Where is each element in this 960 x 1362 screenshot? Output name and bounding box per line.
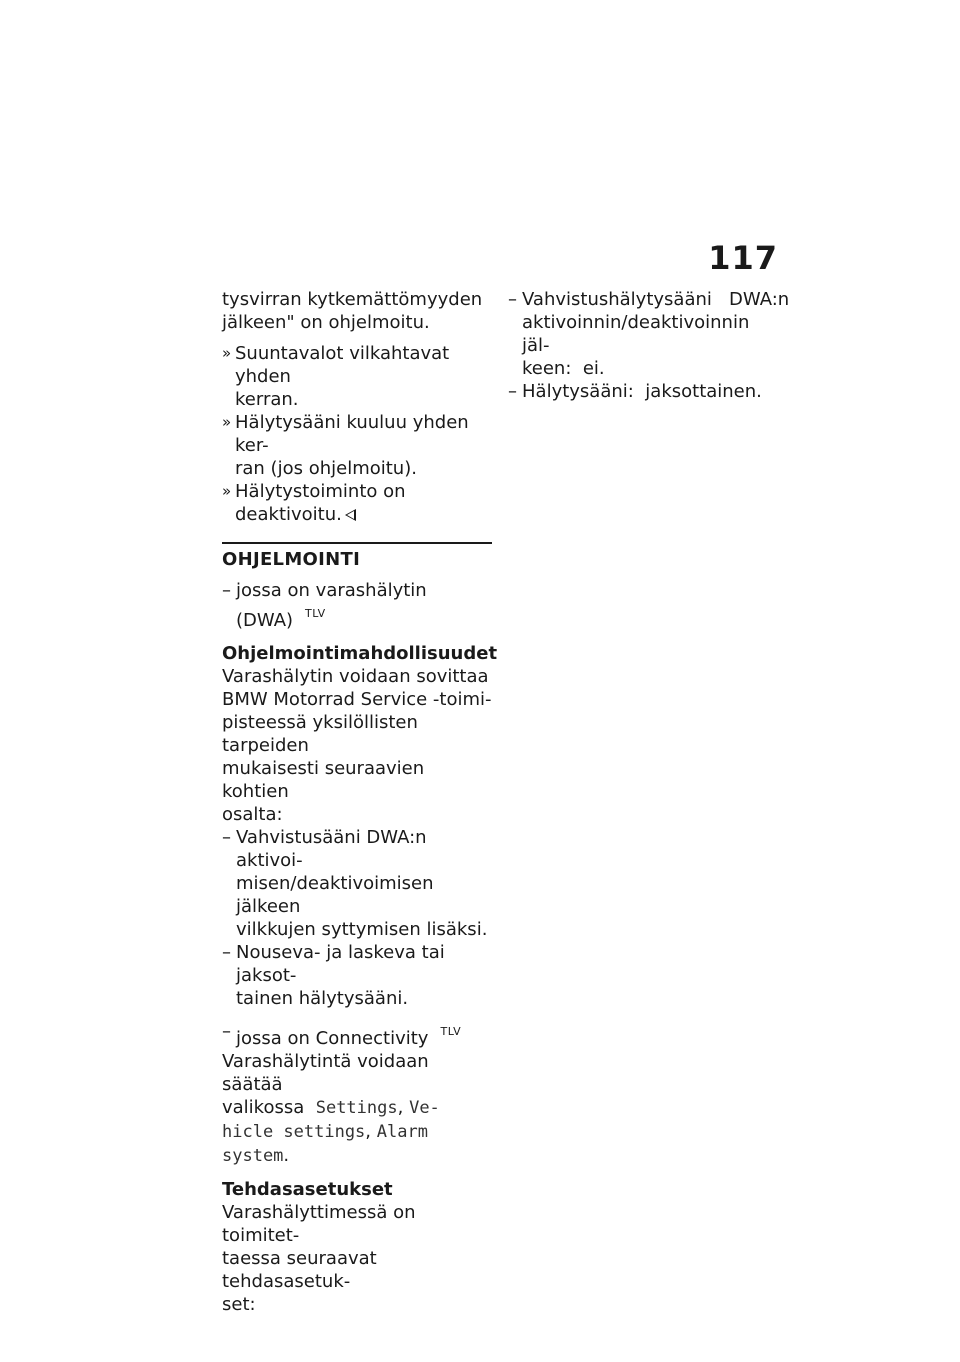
paragraph-line xyxy=(222,1120,494,1144)
separator: , xyxy=(397,1097,404,1118)
requirement-text: jossa on Connectivity xyxy=(236,1028,429,1049)
paragraph-line xyxy=(222,1096,494,1120)
bullet-line-text: deaktivoitu. xyxy=(235,504,342,525)
paragraph-line: mukaisesti seuraavien kohtien xyxy=(222,758,425,802)
option-line: misen/deaktivoimisen jälkeen xyxy=(236,873,434,917)
paragraph-line xyxy=(222,1144,494,1168)
bullet-item xyxy=(222,480,494,526)
bullet-line-last xyxy=(235,503,494,526)
bullet-line: ran (jos ohjelmoitu). xyxy=(235,458,417,479)
bullet-line: » Suuntavalot vilkahtavat yhden xyxy=(235,343,450,387)
intro-paragraph xyxy=(222,288,494,334)
setting-line: – Vahvistushälytysääni DWA:n xyxy=(522,289,790,310)
menu-vehicle-settings-part: hicle settings xyxy=(222,1122,366,1142)
option-item xyxy=(222,941,494,1010)
factory-setting-item xyxy=(508,288,790,380)
options-paragraph xyxy=(222,665,494,826)
requirement-text: (DWA) xyxy=(236,610,294,631)
menu-alarm-system-part: system xyxy=(222,1146,284,1166)
subheading-options: Ohjelmointimahdollisuudet xyxy=(222,643,498,664)
paragraph-line: osalta: xyxy=(222,804,283,825)
menu-vehicle-settings-part: Ve- xyxy=(409,1098,440,1118)
requirement-item xyxy=(222,1020,494,1050)
option-line: – Vahvistusääni DWA:n aktivoi- xyxy=(236,827,427,871)
tlv-tag: TLV xyxy=(305,607,326,620)
paragraph-line: BMW Motorrad Service -toimi- xyxy=(222,689,492,710)
end-of-section-icon xyxy=(345,509,356,521)
setting-line: – Hälytysääni: jaksottainen. xyxy=(522,381,762,402)
option-line: tainen hälytysääni. xyxy=(236,988,409,1009)
menu-settings: Settings xyxy=(315,1098,398,1118)
paragraph-line: taessa seuraavat tehdasasetuk- xyxy=(222,1248,377,1292)
option-line: – Nouseva- ja laskeva tai jaksot- xyxy=(236,942,445,986)
setting-line: aktivoinnin/deaktivoinnin jäl- xyxy=(522,312,750,356)
section-divider xyxy=(222,542,492,544)
requirement-item xyxy=(222,579,494,632)
paragraph-line: pisteessä yksilöllisten tarpeiden xyxy=(222,712,418,756)
bullet-item xyxy=(222,411,494,480)
page-number: 117 xyxy=(708,239,778,277)
paragraph-text: valikossa xyxy=(222,1097,305,1118)
bullet-line: » Hälytysääni kuuluu yhden ker- xyxy=(235,412,469,456)
intro-line: jälkeen" on ohjelmoitu. xyxy=(222,312,430,333)
separator: , xyxy=(365,1121,372,1142)
paragraph-line: Varashälyttimessä on toimitet- xyxy=(222,1202,416,1246)
menu-alarm-system-part: Alarm xyxy=(376,1122,428,1142)
factory-setting-item xyxy=(508,380,770,403)
subheading-factory-settings: Tehdasasetukset xyxy=(222,1179,393,1200)
tlv-tag: TLV xyxy=(440,1025,462,1038)
section-title: OHJELMOINTI xyxy=(222,549,361,570)
bullet-item xyxy=(222,342,494,411)
sentence-end: . xyxy=(283,1145,290,1166)
paragraph-line: Varashälytintä voidaan säätää xyxy=(222,1051,429,1095)
paragraph-line: set: xyxy=(222,1294,256,1315)
setting-line: keen: ei. xyxy=(522,358,605,379)
bullet-line: kerran. xyxy=(235,389,299,410)
connectivity-paragraph xyxy=(222,1050,494,1168)
paragraph-line: Varashälytin voidaan sovittaa xyxy=(222,666,489,687)
intro-line: tysvirran kytkemättömyyden xyxy=(222,289,483,310)
requirement-line: – jossa on varashälytin xyxy=(236,580,427,601)
factory-paragraph xyxy=(222,1201,494,1316)
requirement-line xyxy=(236,602,494,632)
option-line: vilkkujen syttymisen lisäksi. xyxy=(236,919,488,940)
left-column xyxy=(222,288,498,1316)
option-item xyxy=(222,826,494,941)
bullet-line: » Hälytystoiminto on xyxy=(235,481,406,502)
right-column xyxy=(508,288,790,403)
requirement-line xyxy=(236,1020,494,1050)
